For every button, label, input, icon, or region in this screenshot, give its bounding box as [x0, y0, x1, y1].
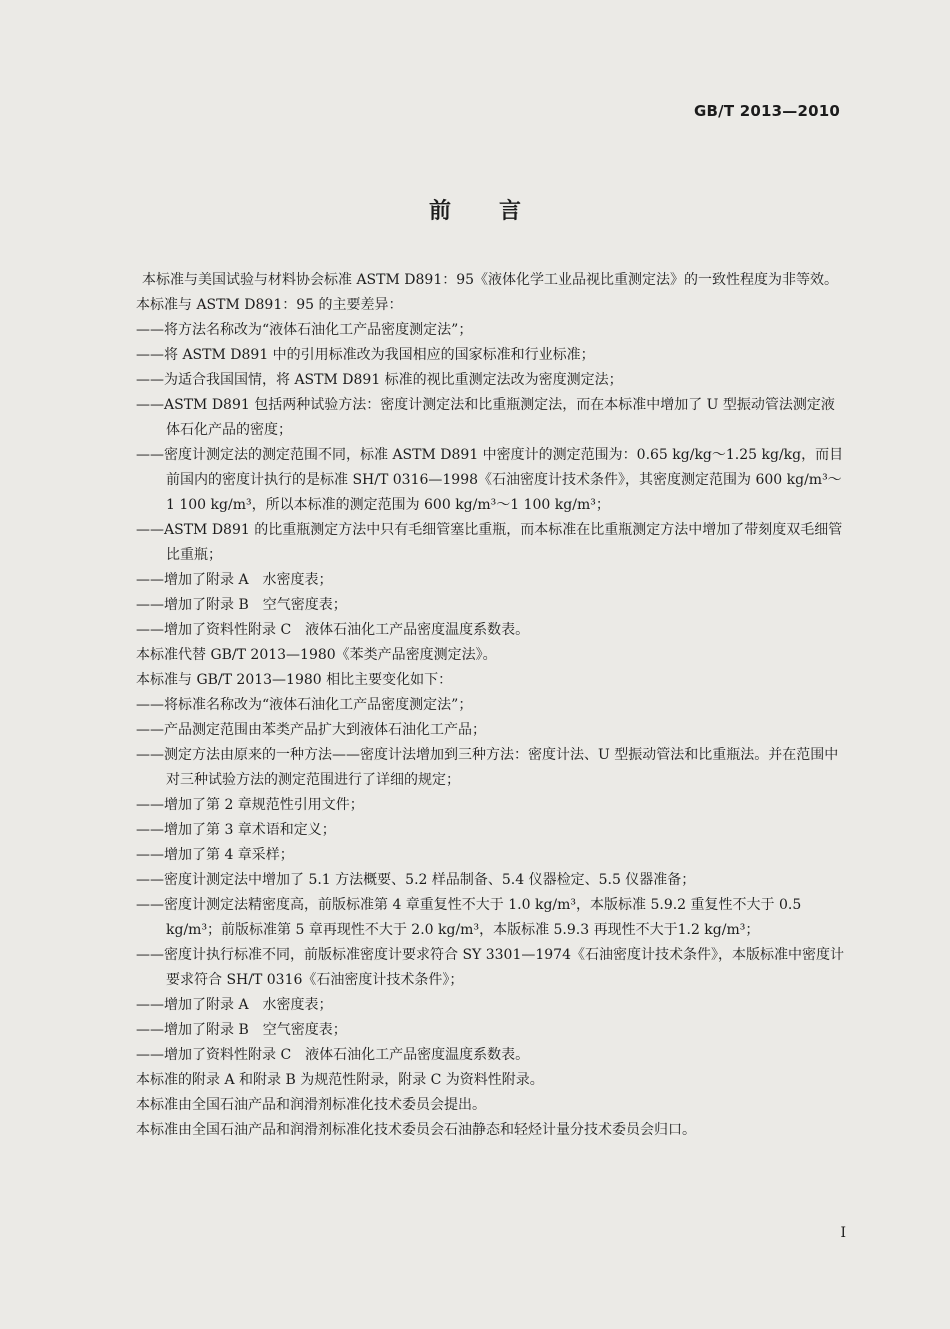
list-item: ——增加了资料性附录 C 液体石油化工产品密度温度系数表。: [136, 1047, 530, 1063]
list-item: ——增加了第 2 章规范性引用文件；: [136, 797, 364, 813]
paragraph: 本标准由全国石油产品和润滑剂标准化技术委员会提出。: [136, 1097, 486, 1113]
paragraph: 本标准与 ASTM D891：95 的主要差异：: [136, 297, 403, 313]
list-item: ——增加了附录 B 空气密度表；: [136, 597, 347, 613]
list-item: ——密度计测定法精密度高，前版标准第 4 章重复性不大于 1.0 kg/m³，本版标准 5.9.2 重复性不大于 0.5 kg/m³；前版标准第 5 章再现性不大于 2.0 kg/m³，本版标准 5.9.3 再现性不大于1.2 kg/m³；: [136, 897, 802, 938]
list-item: ——增加了附录 A 水密度表；: [136, 572, 333, 588]
list-item: ——产品测定范围由苯类产品扩大到液体石油化工产品；: [136, 722, 486, 738]
list-item: ——密度计执行标准不同，前版标准密度计要求符合 SY 3301—1974《石油密度计技术条件》，本版标准中密度计要求符合 SH/T 0316《石油密度计技术条件》；: [136, 947, 844, 988]
page-number: I: [840, 1225, 846, 1241]
list-item: ——将方法名称改为“液体石油化工产品密度测定法”；: [136, 322, 473, 338]
standard-number: GB/T 2013—2010: [694, 102, 840, 120]
paragraph: 本标准与美国试验与材料协会标准 ASTM D891：95《液体化学工业品视比重测定法》的一致性程度为非等效。: [142, 272, 839, 288]
list-item: ——将标准名称改为“液体石油化工产品密度测定法”；: [136, 697, 473, 713]
list-item: ——测定方法由原来的一种方法——密度计法增加到三种方法：密度计法、U 型振动管法和比重瓶法。并在范围中对三种试验方法的测定范围进行了详细的规定；: [136, 747, 839, 788]
page-title: 前言: [428, 199, 569, 224]
list-item: ——ASTM D891 包括两种试验方法：密度计测定法和比重瓶测定法，而在本标准中增加了 U 型振动管法测定液体石化产品的密度；: [136, 397, 835, 438]
foreword-body: [108, 268, 844, 1143]
paragraph: 本标准代替 GB/T 2013—1980《苯类产品密度测定法》。: [136, 647, 497, 663]
list-item: ——为适合我国国情，将 ASTM D891 标准的视比重测定法改为密度测定法；: [136, 372, 623, 388]
paragraph: 本标准由全国石油产品和润滑剂标准化技术委员会石油静态和轻烃计量分技术委员会归口。: [136, 1122, 696, 1138]
list-item: ——增加了资料性附录 C 液体石油化工产品密度温度系数表。: [136, 622, 530, 638]
list-item: ——将 ASTM D891 中的引用标准改为我国相应的国家标准和行业标准；: [136, 347, 595, 363]
list-item: ——密度计测定法的测定范围不同，标准 ASTM D891 中密度计的测定范围为：0.65 kg/kg～1.25 kg/kg，而目前国内的密度计执行的是标准 SH/T 0316—1998《石油密度计技术条件》，其密度测定范围为 600 kg/m³～1 100 kg/m³，所以本标准的测定范围为 600 kg/m³～1 100 kg/m³；: [136, 447, 844, 513]
list-item: ——ASTM D891 的比重瓶测定方法中只有毛细管塞比重瓶，而本标准在比重瓶测定方法中增加了带刻度双毛细管比重瓶；: [136, 522, 843, 563]
list-item: ——增加了第 3 章术语和定义；: [136, 822, 336, 838]
list-item: ——密度计测定法中增加了 5.1 方法概要、5.2 样品制备、5.4 仪器检定、5.5 仪器准备；: [136, 872, 696, 888]
list-item: ——增加了第 4 章采样；: [136, 847, 294, 863]
paragraph: 本标准与 GB/T 2013—1980 相比主要变化如下：: [136, 672, 453, 688]
list-item: ——增加了附录 B 空气密度表；: [136, 1022, 347, 1038]
paragraph: 本标准的附录 A 和附录 B 为规范性附录，附录 C 为资料性附录。: [136, 1072, 544, 1088]
list-item: ——增加了附录 A 水密度表；: [136, 997, 333, 1013]
